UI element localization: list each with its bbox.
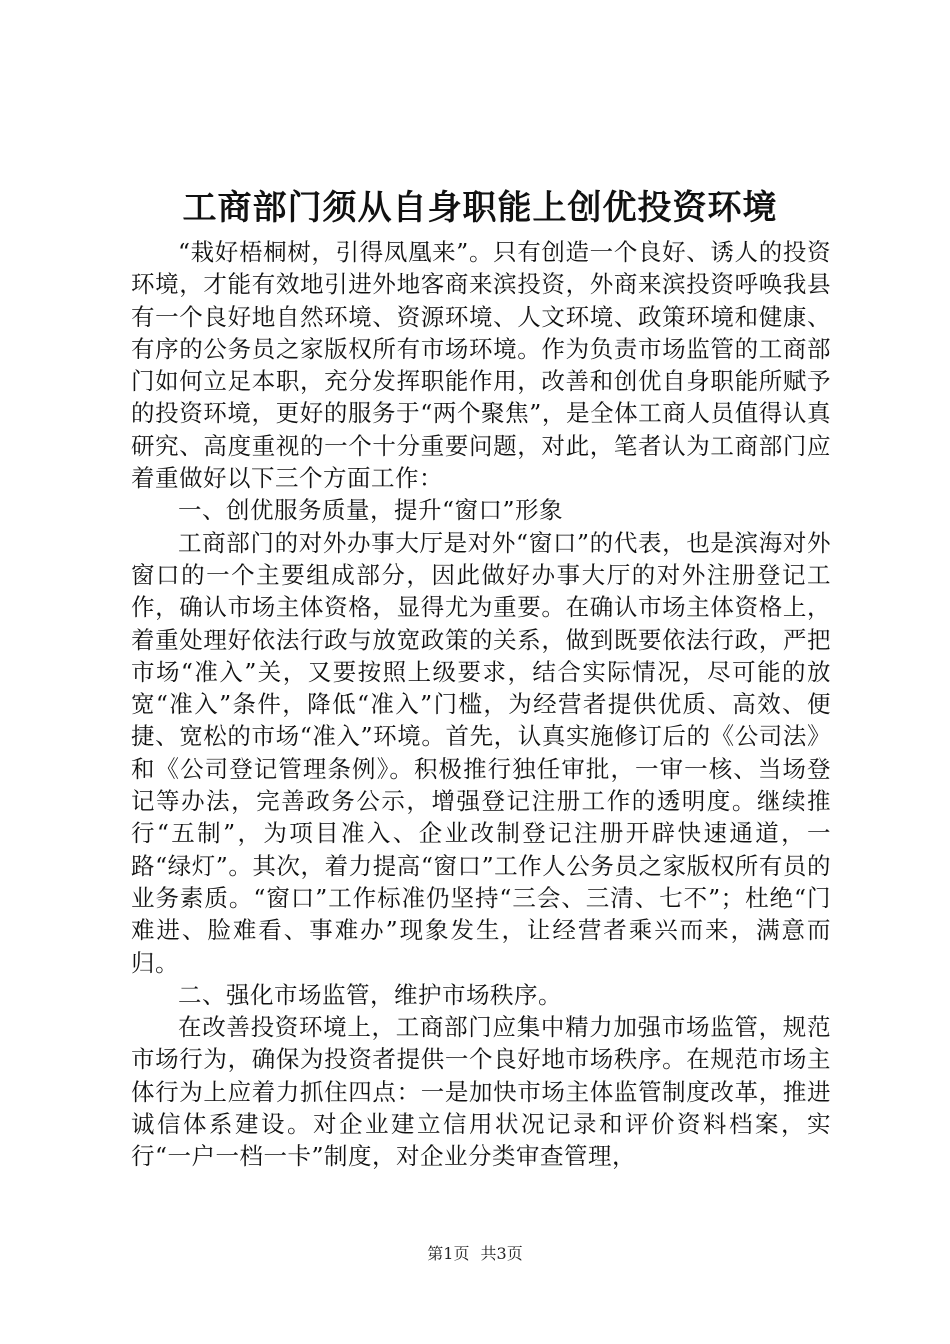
- intro-paragraph: “栽好梧桐树，引得凤凰来”。只有创造一个良好、诱人的投资环境，才能有效地引进外地客商来滨投资，外商来滨投资呼唤我县有一个良好地自然环境、资源环境、人文环境、政策环境和健康、有序的公务员之家版权所有市场环境。作为负责市场监管的工商部门如何立足本职，充分发挥职能作用，改善和创优自身职能所赋予的投资环境，更好的服务于“两个聚焦”，是全体工商人员值得认真研究、高度重视的一个十分重要问题，对此，笔者认为工商部门应着重做好以下三个方面工作：: [131, 238, 831, 493]
- section-2-heading: 二、强化市场监管，维护市场秩序。: [178, 980, 562, 1009]
- page-footer: [0, 1243, 950, 1265]
- page-total: 共3页: [480, 1244, 523, 1263]
- section-1-heading: 一、创优服务质量，提升“窗口”形象: [178, 496, 564, 525]
- document-body: [131, 236, 831, 1173]
- section-2-paragraph: 在改善投资环境上，工商部门应集中精力加强市场监管，规范市场行为，确保为投资者提供一个良好地市场秩序。在规范市场主体行为上应着力抓住四点：一是加快市场主体监管制度改革，推进诚信体系建设。对企业建立信用状况记录和评价资料档案，实行“一户一档一卡”制度，对企业分类审查管理，: [131, 1013, 831, 1171]
- section-1-paragraph: 工商部门的对外办事大厅是对外“窗口”的代表，也是滨海对外窗口的一个主要组成部分，因此做好办事大厅的对外注册登记工作，确认市场主体资格，显得尤为重要。在确认市场主体资格上，着重处理好依法行政与放宽政策的关系，做到既要依法行政，严把市场“准入”关，又要按照上级要求，结合实际情况，尽可能的放宽“准入”条件，降低“准入”门槛，为经营者提供优质、高效、便捷、宽松的市场“准入”环境。首先，认真实施修订后的《公司法》和《公司登记管理条例》。积极推行独任审批，一审一核、当场登记等办法，完善政务公示，增强登记注册工作的透明度。继续推行“五制”，为项目准入、企业改制登记注册开辟快速通道，一路“绿灯”。其次，着力提高“窗口”工作人公务员之家版权所有员的业务素质。“窗口”工作标准仍坚持“三会、三清、七不”；杜绝“门难进、脸难看、事难办”现象发生，让经营者乘兴而来，满意而归。: [131, 528, 831, 977]
- document-title: 工商部门须从自身职能上创优投资环境: [182, 188, 778, 228]
- page-number: 第1页: [427, 1244, 470, 1263]
